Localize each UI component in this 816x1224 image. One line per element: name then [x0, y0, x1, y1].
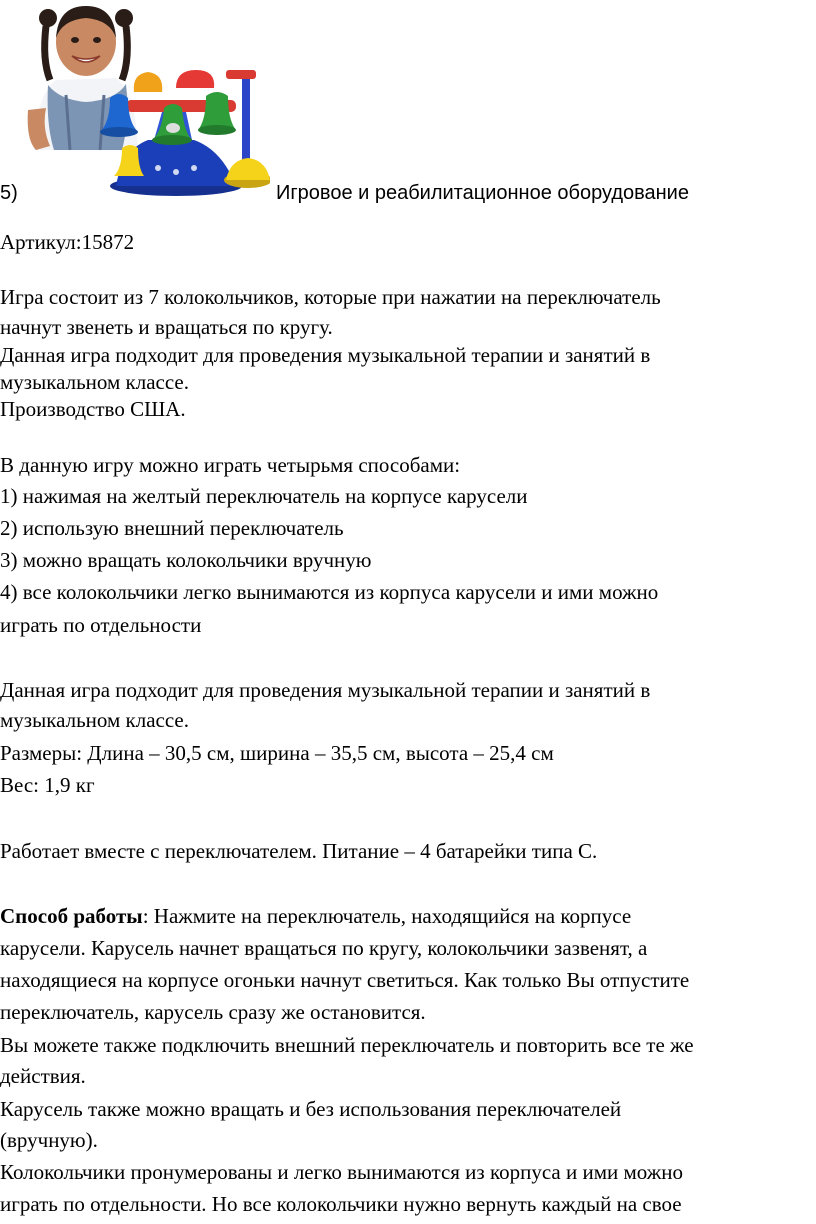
method-line-10: играть по отдельности. Но все колокольчики нужно вернуть каждый на свое — [0, 1192, 682, 1216]
ways-intro: В данную игру можно играть четырьмя способами: — [0, 453, 461, 477]
method-first-line — [0, 904, 631, 928]
method-label: Способ работы — [0, 904, 143, 928]
intro-line-1: Игра состоит из 7 колокольчиков, которые при нажатии на переключатель — [0, 285, 661, 309]
method-line-7: Карусель также можно вращать и без использования переключателей — [0, 1097, 622, 1121]
ways-item-3: 3) можно вращать колокольчики вручную — [0, 548, 372, 572]
intro-line-3: Данная игра подходит для проведения музыкальной терапии и занятий в — [0, 343, 651, 367]
weight: Вес: 1,9 кг — [0, 773, 95, 797]
product-photo — [26, 0, 270, 196]
specs-line-1: Данная игра подходит для проведения музыкальной терапии и занятий в — [0, 678, 651, 702]
specs-line-2: музыкальном классе. — [0, 708, 189, 732]
method-first-line-text: : Нажмите на переключатель, находящийся на корпусе — [142, 904, 632, 928]
method-line-8: (вручную). — [0, 1128, 98, 1152]
method-line-6: действия. — [0, 1064, 86, 1088]
intro-line-2: начнут звенеть и вращаться по кругу. — [0, 315, 333, 339]
item-number: 5) — [0, 182, 18, 204]
method-line-3: находящиеся на корпусе огоньки начнут светиться. Как только Вы отпустите — [0, 968, 690, 992]
method-line-5: Вы можете также подключить внешний переключатель и повторить все те же — [0, 1033, 694, 1057]
intro-line-5: Производство США. — [0, 397, 186, 421]
method-line-4: переключатель, карусель сразу же остановится. — [0, 1000, 426, 1024]
ways-item-2: 2) использую внешний переключатель — [0, 516, 344, 540]
ways-item-4: 4) все колокольчики легко вынимаются из корпуса карусели и ими можно — [0, 580, 659, 604]
power-info: Работает вместе с переключателем. Питание – 4 батарейки типа С. — [0, 839, 598, 863]
method-line-9: Колокольчики пронумерованы и легко вынимаются из корпуса и ими можно — [0, 1160, 683, 1184]
intro-line-4: музыкальном классе. — [0, 370, 189, 394]
method-line-2: карусели. Карусель начнет вращаться по кругу, колокольчики зазвенят, а — [0, 936, 648, 960]
dimensions: Размеры: Длина – 30,5 см, ширина – 35,5 см, высота – 25,4 см — [0, 741, 554, 765]
article-number: Артикул:15872 — [0, 230, 135, 254]
section-heading: Игровое и реабилитационное оборудование — [276, 182, 689, 204]
ways-item-1: 1) нажимая на желтый переключатель на корпусе карусели — [0, 484, 528, 508]
ways-item-4-cont: играть по отдельности — [0, 613, 202, 637]
